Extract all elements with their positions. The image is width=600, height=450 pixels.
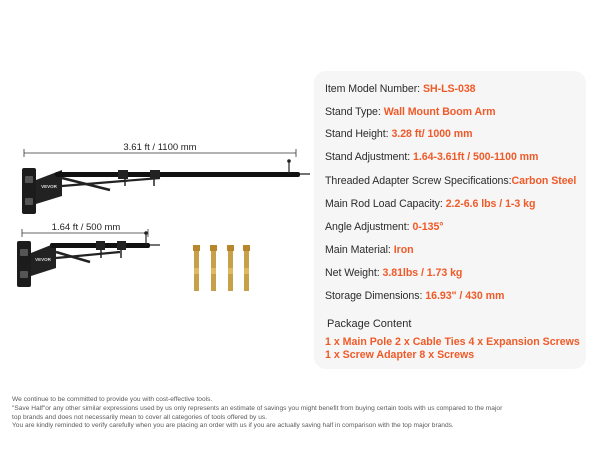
specifications-panel	[314, 71, 586, 369]
spec-threaded-adapter: Threaded Adapter Screw Specifications:Carbon Steel	[325, 175, 577, 187]
package-line-1: 1 x Main Pole 2 x Cable Ties 4 x Expansion Screws	[325, 336, 580, 348]
package-content-title: Package Content	[327, 318, 412, 330]
spec-stand-height: Stand Height: 3.28 ft/ 1000 mm	[325, 128, 473, 140]
spec-angle-adjustment: Angle Adjustment: 0-135°	[325, 221, 444, 233]
spec-storage-dimensions: Storage Dimensions: 16.93" / 430 mm	[325, 290, 505, 302]
disclaimer-line: We continue to be committed to provide you with cost-effective tools.	[12, 396, 213, 403]
spec-net-weight: Net Weight: 3.81lbs / 1.73 kg	[325, 267, 463, 279]
expansion-screws	[193, 245, 250, 291]
disclaimer	[12, 396, 597, 431]
long-boom-arm	[22, 159, 310, 214]
spec-item-model: Item Model Number: SH-LS-038	[325, 83, 476, 95]
svg-text:VEVOR: VEVOR	[35, 257, 51, 262]
package-line-2: 1 x Screw Adapter 8 x Screws	[325, 349, 475, 361]
spec-load-capacity: Main Rod Load Capacity: 2.2-6.6 lbs / 1-3 kg	[325, 198, 536, 210]
svg-text:VEVOR: VEVOR	[41, 184, 57, 189]
short-boom-arm	[17, 231, 160, 287]
spec-main-material: Main Material: Iron	[325, 244, 414, 256]
long-dimension-line	[24, 142, 296, 157]
product-illustration	[0, 0, 315, 380]
disclaimer-line: "Save Half"or any other similar expressions used by us only represents an estimate of savings you might benefit from buying certain tools with us compared to the major	[12, 404, 503, 412]
long-dimension-label: 3.61 ft / 1100 mm	[123, 142, 197, 153]
short-dimension-line	[22, 222, 148, 237]
disclaimer-line: You are kindly reminded to verify carefully when you are placing an order with us if you are actually saving half in comparison with the top major brands.	[12, 422, 454, 430]
boom-arm-drawing	[0, 0, 315, 380]
spec-stand-adjustment: Stand Adjustment: 1.64-3.61ft / 500-1100 mm	[325, 151, 539, 163]
short-dimension-label: 1.64 ft / 500 mm	[51, 222, 121, 233]
disclaimer-line: top brands and does not necessarily mean to cover all categories of tools offered by us.	[12, 413, 267, 421]
spec-stand-type: Stand Type: Wall Mount Boom Arm	[325, 106, 496, 118]
